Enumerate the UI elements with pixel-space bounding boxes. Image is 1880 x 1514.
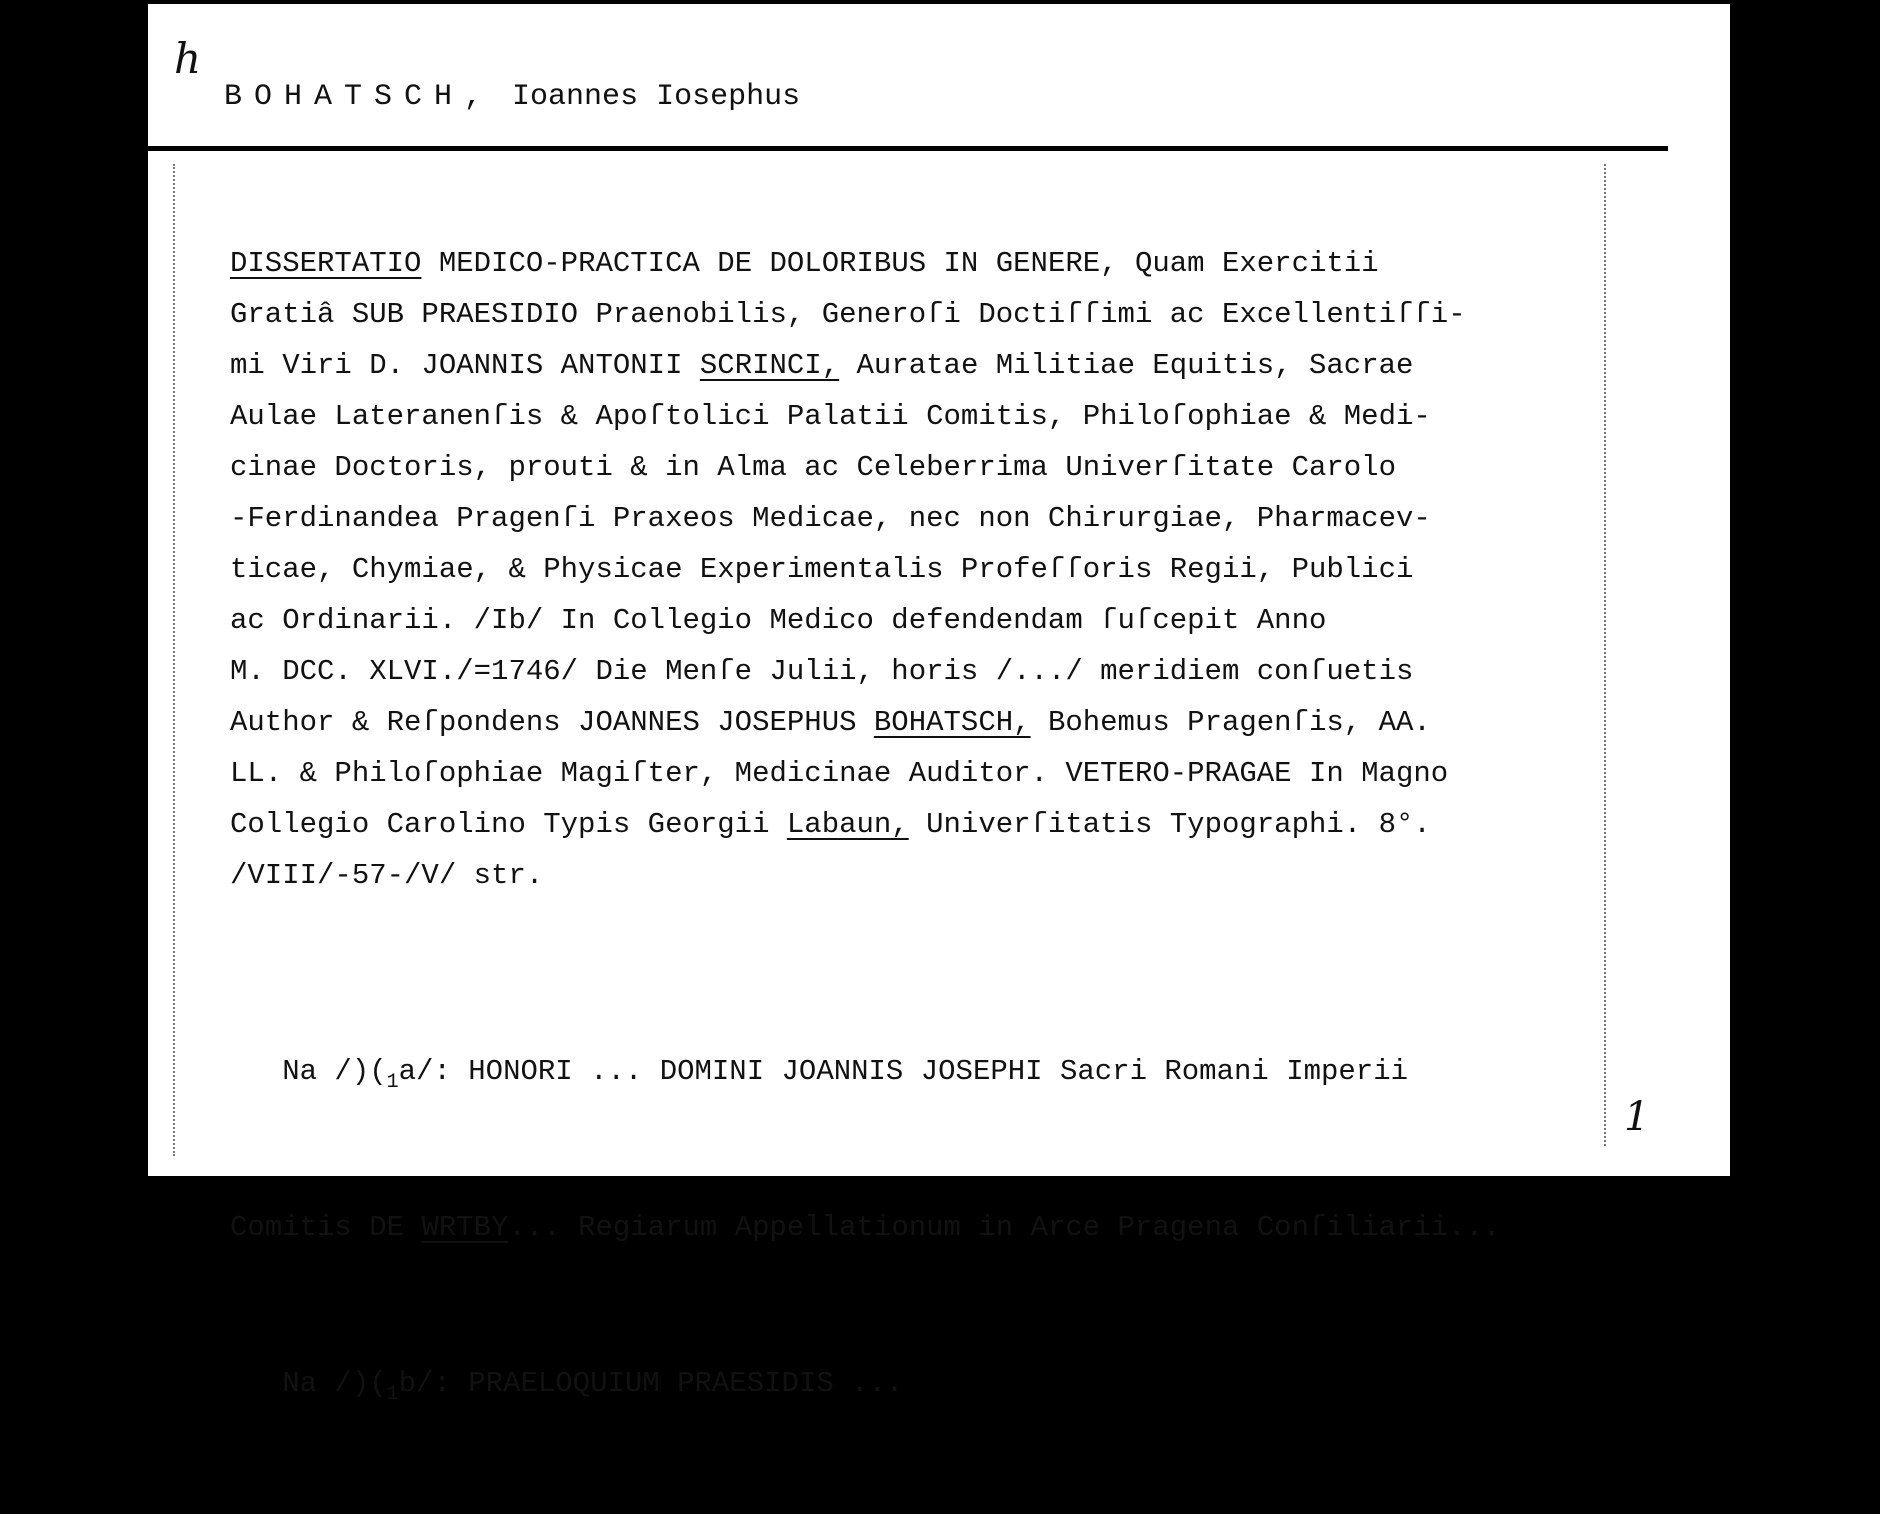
- description-line: LL. & Philoſophiae Magiſter, Medicinae Auditor. VETERO-PRAGAE In Magno: [230, 757, 1449, 790]
- description-line: /VIII/-57-/V/ str.: [230, 859, 544, 892]
- entry-description: [230, 238, 1630, 901]
- note-line: Comitis DE WRTBY... Regiarum Appellationum in Arce Pragena Conſiliarii...: [230, 1211, 1501, 1244]
- description-line: mi Viri D. JOANNIS ANTONII SCRINCI, Auratae Militiae Equitis, Sacrae: [230, 349, 1414, 382]
- description-line: ticae, Chymiae, & Physicae Experimentalis Profeſſoris Regii, Publici: [230, 553, 1414, 586]
- page-mark: 1: [1624, 1094, 1650, 1140]
- underlined-term: DISSERTATIO: [230, 247, 422, 280]
- note-line: Na $/)(_1a/$: HONORI ... DOMINI JOANNIS JOSEPHI Sacri Romani Imperii: [230, 1055, 1409, 1094]
- description-line: Gratiâ SUB PRAESIDIO Praenobilis, Generoſi Doctiſſimi ac Excellentiſſi-: [230, 298, 1466, 331]
- underlined-term: BOHATSCH,: [873, 706, 1031, 739]
- description-line: -Ferdinandea Pragenſi Praxeos Medicae, nec non Chirurgiae, Pharmacev-: [230, 502, 1431, 535]
- underlined-term: SCRINCI,: [699, 349, 840, 382]
- card-header: [224, 80, 800, 114]
- author-given-names: Ioannes Iosephus: [512, 80, 801, 114]
- underlined-term: Labaun,: [786, 808, 909, 841]
- description-line: DISSERTATIO MEDICO-PRACTICA DE DOLORIBUS IN GENERE, Quam Exercitii: [230, 247, 1379, 280]
- description-line: cinae Doctoris, prouti & in Alma ac Celeberrima Univerſitate Carolo: [230, 451, 1396, 484]
- description-line: Aulae Lateranenſis & Apoſtolici Palatii Comitis, Philoſophiae & Medi-: [230, 400, 1431, 433]
- entry-notes: [230, 942, 1700, 1514]
- catalog-card: [148, 4, 1730, 1406]
- author-surname: BOHATSCH,: [224, 80, 495, 114]
- left-margin-dots: [173, 164, 175, 1156]
- description-line: Collegio Carolino Typis Georgii Labaun, Univerſitatis Typographi. 8°.: [230, 808, 1431, 841]
- header-rule: [148, 146, 1668, 151]
- note-line: Na $/)(_1b/$: PRAELOQUIUM PRAESIDIS ...: [230, 1367, 904, 1406]
- handwritten-mark: h: [174, 34, 202, 83]
- description-line: M. DCC. XLVI./=1746/ Die Menſe Julii, horis /.../ meridiem conſuetis: [230, 655, 1414, 688]
- description-line: ac Ordinarii. /Ib/ In Collegio Medico defendendam ſuſcepit Anno: [230, 604, 1327, 637]
- description-line: Author & Reſpondens JOANNES JOSEPHUS BOHATSCH, Bohemus Pragenſis, AA.: [230, 706, 1431, 739]
